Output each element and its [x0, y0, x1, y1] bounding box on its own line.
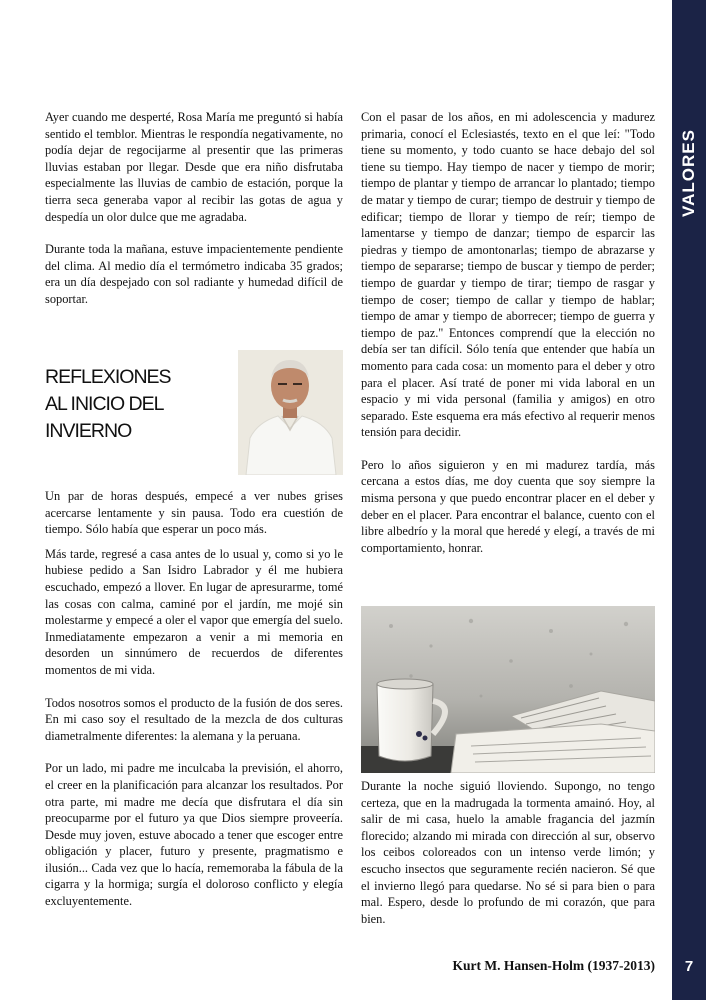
heading-line: AL INICIO DEL [45, 393, 164, 415]
paragraph: Todos nosotros somos el producto de la fusión de dos seres. En mi caso soy el resultado de la mezcla de dos culturas diametralmente diferentes: la alemana y la peruana. [45, 695, 343, 743]
paragraph: Un par de horas después, empecé a ver nubes grises acercarse lentamente y sin pausa. Todo era cuestión de tiempo. Sólo había que esperar un poco más. [45, 489, 343, 537]
heading-line: REFLEXIONES [45, 366, 171, 388]
paragraph: Por un lado, mi padre me inculcaba la previsión, el ahorro, el creer en la planificación para alcanzar los resultados. Por otra parte, mi madre me decía que disfrutara el día sin preocuparme por el futuro ya que Dios siempre proveería. Desde muy joven, estuve abocado a tener que escoger entre obligación y placer, futuro y presente, pragmatismo e ilusión... Cada vez que lo hacía, rememoraba la fábula de la cigarra y la hormiga; surgía el doloroso conflicto y elegía excluyentemente. [45, 761, 343, 909]
paragraph: Con el pasar de los años, en mi adolescencia y madurez primaria, conocí el Eclesiastés, texto en el que leí: "Todo tiene su momento, y todo cuanto se hace debajo del sol tiene su tiempo. Hay tiempo de nacer y tiempo de morir; tiempo de plantar y tiempo de arrancar lo plantado; tiempo de matar y tiempo de curar; tiempo de destruir y tiempo de edificar; tiempo de llorar y tiempo de reír; tiempo de lamentarse y tiempo de danzar; tiempo de esparcir las piedras y tiempo de amontonarlas; tiempo de abrazarse y tiempo de separarse; tiempo de buscar y tiempo de perder; tiempo de guardar y tiempo de tirar; tiempo de rasgar y tiempo de coser; tiempo de callar y tiempo de hablar; tiempo de amar y tiempo de aborrecer; tiempo de guerra y tiempo de paz." Entonces comprendí que la elección no debía ser tan difícil. Sólo tenía que entender que había un momento para cada cosa: un momento para el deber y otro para el placer. Así traté de poner mi vida laboral en un espacio y mi vida personal (familia y amigos) en otro separado. Este esquema era más efectivo al requerir menos tensión para decidir. [361, 110, 655, 440]
author-signature: Kurt M. Hansen-Holm (1937-2013) [452, 958, 655, 973]
paragraph: Más tarde, regresé a casa antes de lo usual y, como si yo le hubiese pedido a San Isidro Labrador y él me hubiera escuchado, empezó a llover. En lugar de apresurarme, tomé las cosas con calma, caminé por el jardín, me mojé sin molestarme y empecé a oler el vapor que emergía del suelo. Inmediatamente empezaron a venir a mi memoria en desorden un sinnúmero de recuerdos de diferentes momentos de mi vida. [45, 546, 343, 677]
left-column-top [45, 109, 343, 308]
paragraph: Durante toda la mañana, estuve impacientemente pendiente del clima. Al medio día el termómetro indicaba 35 grados; era un día despejado con sol radiante y humedad difícil de soportar. [45, 242, 343, 306]
author-portrait-photo [238, 350, 343, 475]
paragraph: Pero lo años siguieron y en mi madurez tardía, más cercana a estos días, me doy cuenta que soy siempre la misma persona y que puedo encontrar placer en el deber y deber en el placer. Para encontrar el balance, cuento con el libre albedrío y la moral que heredé y elegí, a través de mi comportamiento, honrar. [361, 457, 655, 555]
right-column-top [361, 109, 655, 556]
paragraph: Ayer cuando me desperté, Rosa María me preguntó si había sentido el temblor. Mientras le respondía negativamente, no podía dejar de regocijarme al presentir que las primeras lluvias estaban por llegar. Desde que era niño disfrutaba especialmente las lluvias de cambio de estación, porque la tierra seca generaba vapor al recibir las gotas de agua y despedía un olor dulce que me agradaba. [45, 110, 343, 224]
article-heading [45, 364, 235, 445]
page-number: 7 [684, 958, 694, 975]
section-title: VALORES [679, 129, 699, 217]
left-column-bottom [45, 488, 343, 910]
paragraph: Durante la noche siguió lloviendo. Supongo, no tengo certeza, que en la madrugada la tormenta amainó. Hoy, al salir de mi casa, huelo la amable fragancia del jazmín florecido; alzando mi mirada con dirección al sur, observo los ceibos coloreados con un intenso verde limón; y escucho insectos que seguramente recién nacieron. Sé que el invierno llegó para quedarse. No sé si para bien o para mal. Espero, desde lo profundo de mi corazón, que para bien. [361, 779, 655, 926]
rainy-window-coffee-photo [361, 606, 655, 773]
right-column-bottom [361, 778, 655, 927]
heading-line: INVIERNO [45, 420, 132, 442]
